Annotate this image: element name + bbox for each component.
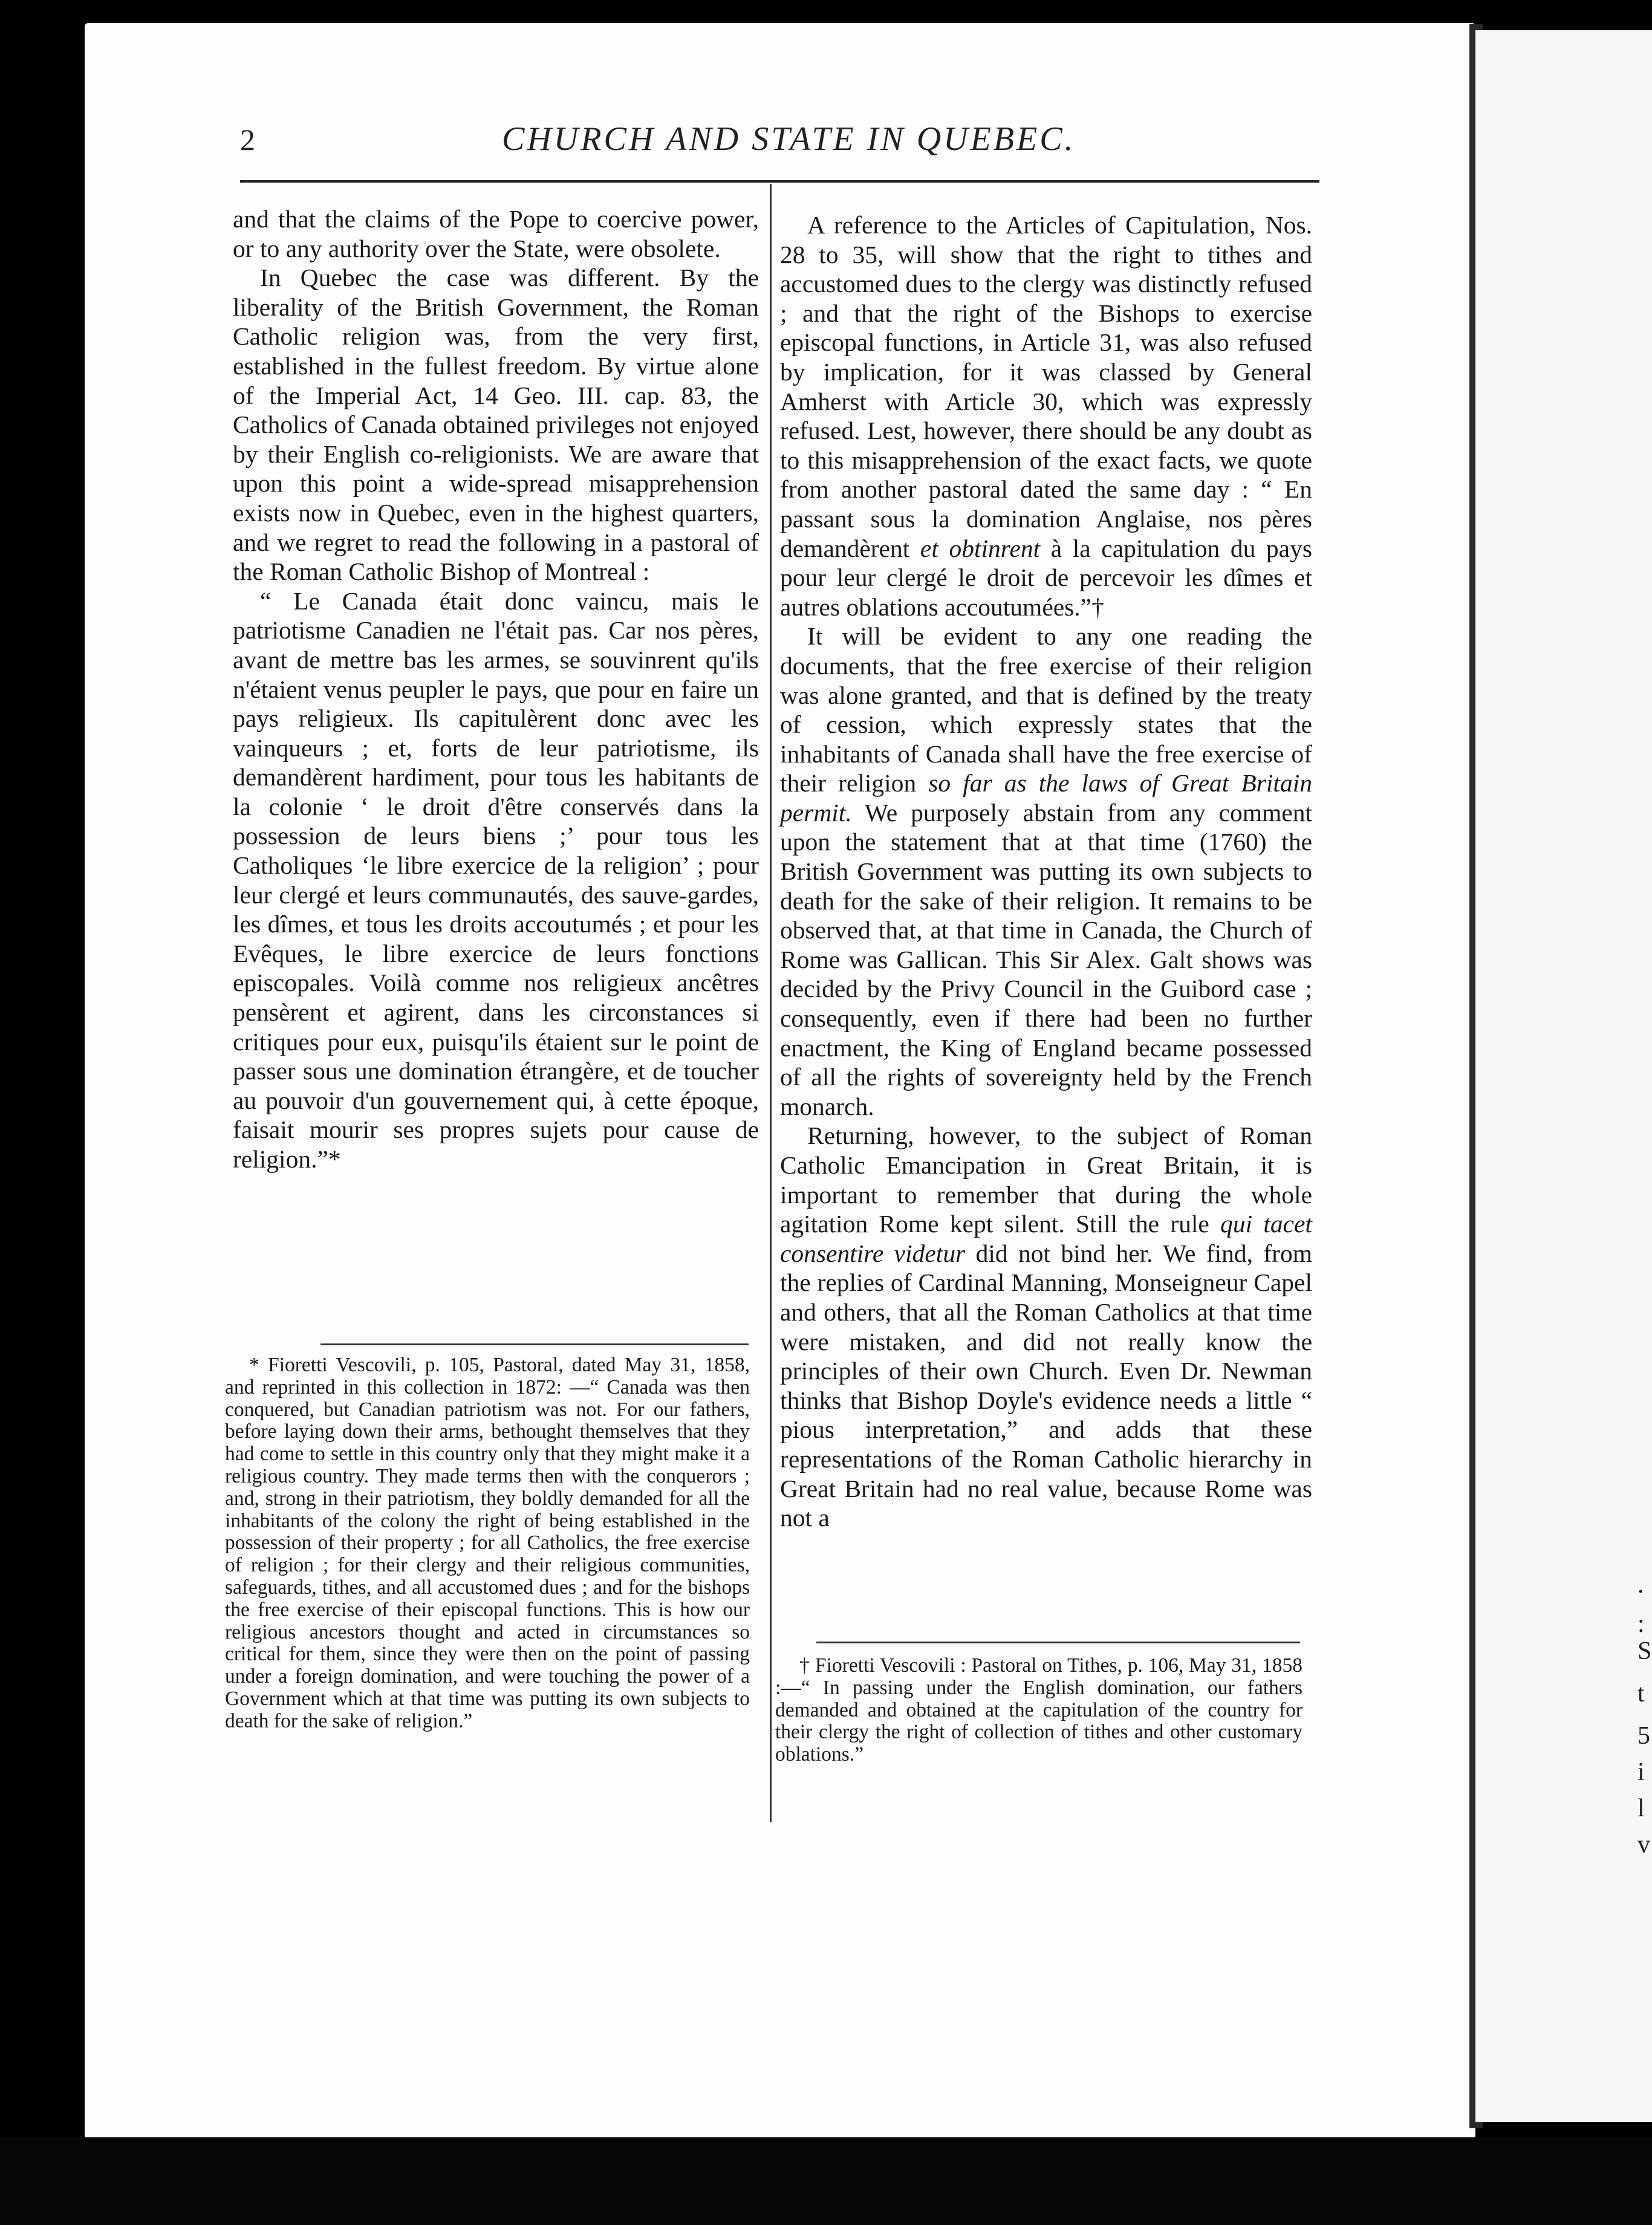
column-divider (770, 184, 772, 1822)
footnote-rule (320, 1343, 749, 1345)
facing-page-fragment: 5 (1637, 1722, 1650, 1750)
facing-page-fragment: S (1637, 1637, 1652, 1665)
facing-page-fragment: v (1637, 1831, 1650, 1859)
footnote-text: † Fioretti Vescovili : Pastoral on Tithes, p. 106, May 31, 1858 :—“ In passing under the English domination, our fathers demanded and obtained at the capitulation of the country for their clergy the right of collection of tithes and other customary oblations.” (775, 1654, 1302, 1766)
text-run: It will be evident to any one reading the documents, that the free exercise of their religion was alone granted, and that is defined by the treaty of cession, which expressly states that the inhabitants of Canada shall have the free exercise of their religion (780, 622, 1312, 797)
page-number: 2 (240, 123, 255, 157)
text-run: We purposely abstain from any comment upon the statement that at that time (1760) the British Government was putting its own subjects to death for the sake of their religion. It remains to be observed that, at that time in Canada, the Church of Rome was Gallican. This Sir Alex. Galt shows was decided by the Privy Council in the Guibord case ; consequently, even if there had been no further enactment, the King of England became possessed of all the rights of sovereignty held by the French monarch. (780, 798, 1312, 1120)
right-column (780, 210, 1312, 1533)
footnote (225, 1354, 750, 1733)
scan-border (0, 2137, 1652, 2225)
footnote (775, 1655, 1302, 1766)
facing-page-fragment: . (1637, 1571, 1644, 1599)
text-run: à la capitulation du pays pour leur clergé le droit de percevoir les dîmes et autres oblations accoutumées.”† (780, 534, 1312, 621)
facing-page-fragment: l (1637, 1795, 1645, 1822)
footnote-text: * Fioretti Vescovili, p. 105, Pastoral, dated May 31, 1858, and reprinted in this collection in 1872: —“ Canada was then conquered, but Canadian patriotism was not. For our fathers, before laying down their arms, bethought themselves that they had come to settle in this country only that they might make it a religious country. They made terms then with the conquerors ; and, strong in their patriotism, they boldly demanded for all the inhabitants of the colony the right of being established in the possession of their property ; for all Catholics, the free exercise of religion ; for their clergy and their religious communities, safeguards, tithes, and all accustomed dues ; and for the bishops the free exercise of their episcopal functions. This is how our religious ancestors thought and acted in circumstances so critical for them, since they were then on the point of passing under a foreign domination, and were touching the power of a Government which at that time was putting its own subjects to death for the sake of religion.” (225, 1354, 750, 1732)
facing-page-edge (1475, 30, 1652, 2122)
french-quotation: “ Le Canada était donc vaincu, mais le patriotisme Canadien ne l'était pas. Car nos pères, avant de mettre bas les armes, se souvinrent qu'ils n'étaient venus peupler le pays, que pour en faire un pays religieux. Ils capitulèrent donc avec les vainqueurs ; et, forts de leur patriotisme, ils demandèrent hardiment, pour tous les habitants de la colonie ‘ le droit d'être conservés dans la possession de leurs biens ;’ pour tous les Catholiques ‘le libre exercice de la religion’ ; pour leur clergé et leurs communautés, des sauve-gardes, les dîmes, et tous les droits accoutumés ; et pour les Evêques, le libre exercice de leurs fonctions episcopales. Voilà comme nos religieux ancêtres pensèrent et agirent, dans les circonstances si critiques pour eux, puisqu'ils étaient sur le point de passer sous une domination étrangère, et de toucher au pouvoir d'un gouvernement qui, à cette époque, faisait mourir ses propres sujets pour cause de religion.”* (233, 586, 759, 1173)
paragraph (780, 1121, 1312, 1532)
italic-run: so far as the laws of Great Britain permit. (780, 769, 1312, 827)
text-run: A reference to the Articles of Capitulation, Nos. 28 to 35, will show that the right to tithes and accustomed dues to the clergy was distinctly refused ; and that the right of the Bishops to exercise episcopal functions, in Article 31, was also refused by implication, for it was classed by General Amherst with Article 30, which was expressly refused. Lest, however, there should be any doubt as to this misapprehension of the exact facts, we quote from another pastoral dated the same day : “ En passant sous la domination Anglaise, nos pères demandèrent (780, 211, 1312, 562)
italic-run: et obtinrent (920, 534, 1041, 562)
facing-page-fragment: : (1637, 1610, 1645, 1638)
paragraph: and that the claims of the Pope to coercive power, or to any authority over the State, were obsolete. (233, 205, 759, 262)
facing-page-fragment: t (1637, 1680, 1645, 1707)
italic-run: qui tacet consentire videtur (780, 1210, 1312, 1267)
paragraph: In Quebec the case was different. By the liberality of the British Government, the Roman Catholic religion was, from the very first, established in the fullest freedom. By virtue alone of the Imperial Act, 14 Geo. III. cap. 83, the Catholics of Canada obtained privileges not enjoyed by their English co-religionists. We are aware that upon this point a wide-spread misapprehension exists now in Quebec, even in the highest quarters, and we regret to read the following in a pastoral of the Roman Catholic Bishop of Montreal : (233, 264, 759, 586)
paragraph (780, 210, 1312, 622)
footnote-rule (816, 1642, 1300, 1643)
text-run: Returning, however, to the subject of Roman Catholic Emancipation in Great Britain, it is important to remember that during the whole agitation Rome kept silent. Still the rule (780, 1122, 1312, 1238)
running-head: CHURCH AND STATE IN QUEBEC. (502, 120, 1076, 158)
left-column (233, 204, 759, 1174)
text-run: did not bind her. We find, from the replies of Cardinal Manning, Monseigneur Capel and others, that all the Roman Catholics at that time were mistaken, and did not really know the principles of their own Church. Even Dr. Newman thinks that Bishop Doyle's evidence needs a little “ pious interpretation,” and adds that these representations of the Roman Catholic hierarchy in Great Britain had no real value, because Rome was not a (780, 1239, 1313, 1532)
header-rule (240, 180, 1319, 183)
paragraph (780, 622, 1312, 1121)
facing-page-fragment: i (1637, 1758, 1645, 1786)
